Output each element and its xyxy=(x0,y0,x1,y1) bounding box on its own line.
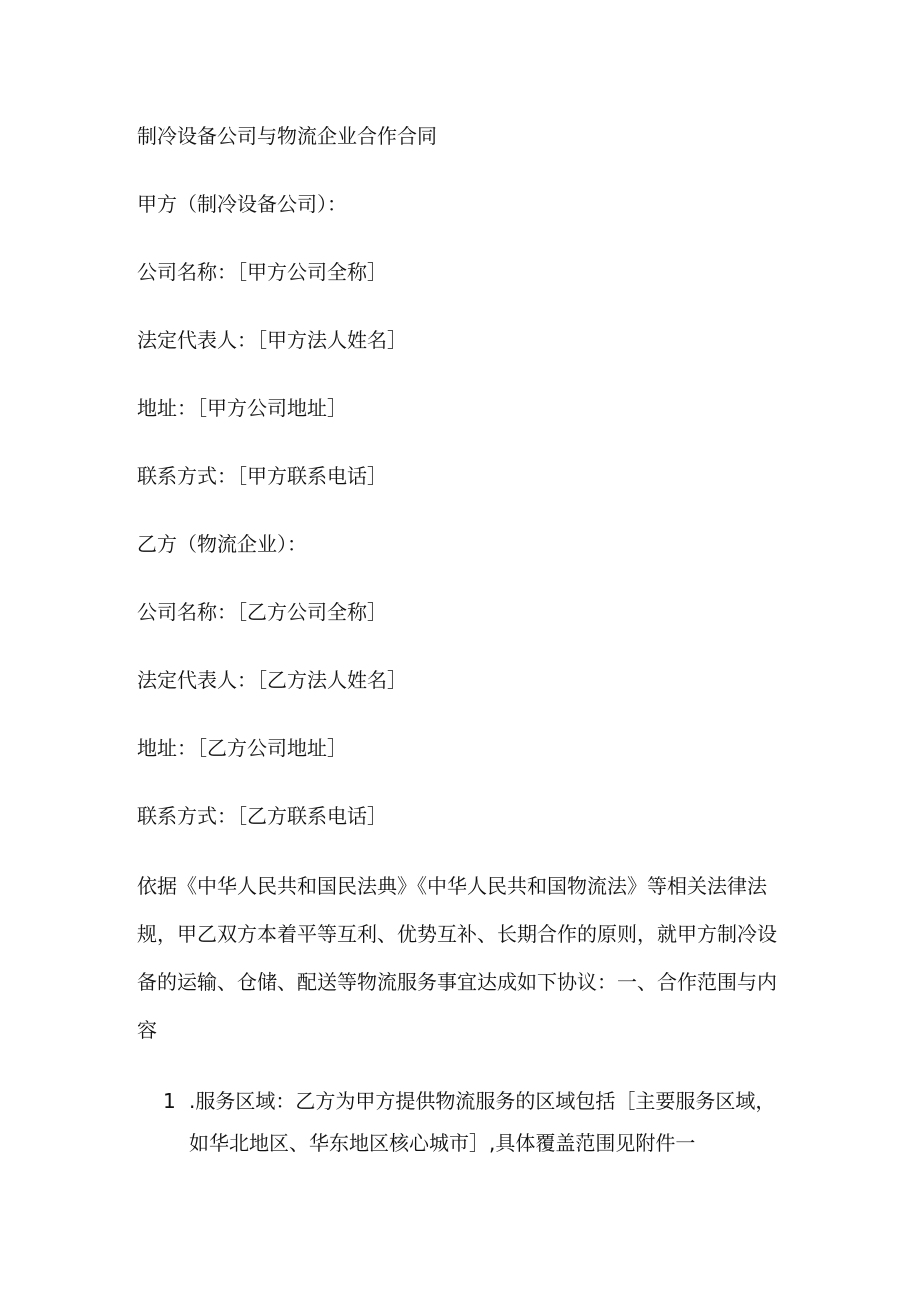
clause-line: .服务区域：乙方为甲方提供物流服务的区域包括［主要服务区域， xyxy=(189,1089,776,1113)
preamble-line: 备的运输、仓储、配送等物流服务事宜达成如下协议：一、合作范围与内 xyxy=(137,970,777,994)
party-a-legal-rep: 法定代表人：［甲方法人姓名］ xyxy=(137,328,407,352)
party-b-heading: 乙方（物流企业）： xyxy=(137,532,307,556)
party-b-address: 地址：［乙方公司地址］ xyxy=(137,736,347,760)
clause-1 xyxy=(163,1080,793,1164)
party-b-company-name: 公司名称：［乙方公司全称］ xyxy=(137,600,387,624)
preamble-line: 依据《中华人民共和国民法典》《中华人民共和国物流法》等相关法律法 xyxy=(137,874,767,898)
preamble-line: 容 xyxy=(137,1018,157,1042)
preamble-line: 规，甲乙双方本着平等互利、优势互补、长期合作的原则，就甲方制冷设 xyxy=(137,922,777,946)
preamble-paragraph xyxy=(137,862,787,1054)
party-b-legal-rep: 法定代表人：［乙方法人姓名］ xyxy=(137,668,407,692)
clause-line: 如华北地区、华东地区核心城市］,具体覆盖范围见附件一 xyxy=(189,1131,696,1155)
party-a-heading: 甲方（制冷设备公司）： xyxy=(137,192,347,216)
clause-number: 1 xyxy=(163,1089,176,1113)
party-a-address: 地址：［甲方公司地址］ xyxy=(137,396,347,420)
party-a-contact: 联系方式：［甲方联系电话］ xyxy=(137,464,387,488)
party-a-company-name: 公司名称：［甲方公司全称］ xyxy=(137,260,387,284)
party-b-contact: 联系方式：［乙方联系电话］ xyxy=(137,804,387,828)
document-title: 制冷设备公司与物流企业合作合同 xyxy=(137,124,437,148)
